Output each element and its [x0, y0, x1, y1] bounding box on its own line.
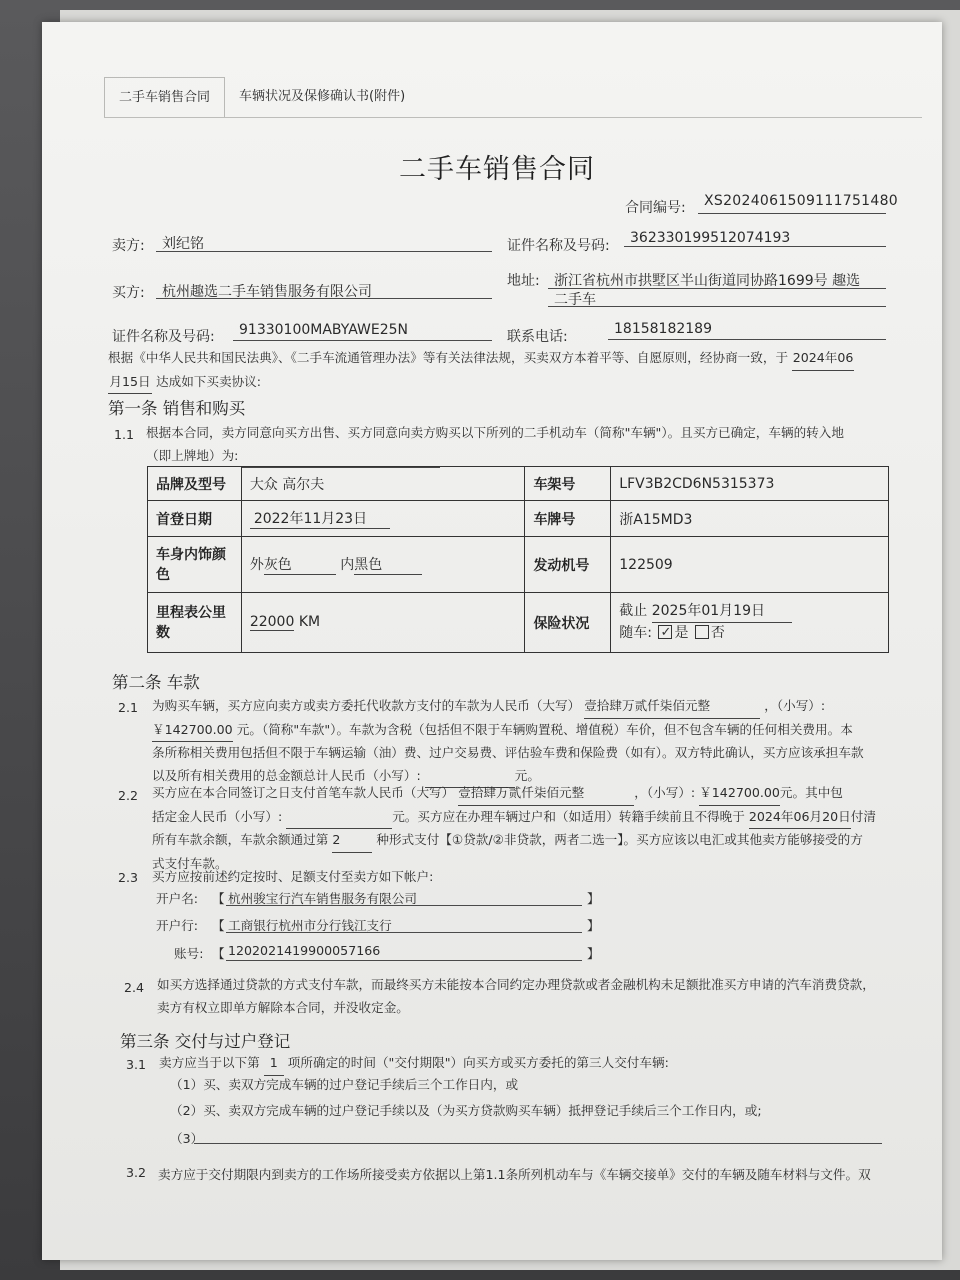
clause-2-2-d: 括定金人民币（小写）:: [152, 808, 283, 824]
clause-3-1-a: 卖方应当于以下第: [159, 1055, 260, 1070]
clause-1-1-line1: 根据本合同，卖方同意向买方出售、买方同意向卖方购买以下所列的二手机动车（简称"车辆"）。且买方已确定，车辆的转入地: [146, 425, 844, 440]
reg-date-cell: [241, 501, 525, 537]
clause-2-2-h: 种形式支付【①贷款/②非贷款，两者二选一】。买方应该以电汇或其他卖方能够接受的方: [376, 832, 863, 847]
clause-3-2-text: 卖方应于交付期限内到卖方的工作场所接受卖方依据以上第1.1条所列机动车与《车辆交接单》交付的车辆及随车材料与文件。双: [158, 1167, 871, 1182]
clause-2-2-deadline: 2024年06月20日: [749, 806, 851, 830]
table-row: [148, 593, 889, 653]
clause-2-1-e: 以及所有相关费用的总金额总计人民币（小写）:: [152, 767, 421, 783]
insurance-cell: [611, 593, 889, 653]
clause-2-4-number: 2.4: [124, 980, 145, 995]
deposit-blank: [286, 806, 392, 830]
clause-3-1-number: 3.1: [126, 1057, 147, 1072]
table-row: [148, 537, 889, 593]
clause-2-4-a: 如买方选择通过贷款的方式支付车款，而最终买方未能按本合同约定办理贷款或者金融机构未足额批准买方申请的汽车消费贷款，: [157, 977, 875, 992]
contract-no-label: 合同编号:: [625, 200, 686, 216]
clause-2-3-number: 2.3: [118, 870, 139, 885]
document-tabs: [104, 77, 419, 117]
contract-no-line: [698, 213, 886, 214]
clause-2-2-payment-way: 2: [332, 829, 372, 853]
preamble-date-b: 月15日: [108, 371, 152, 395]
account-number-open-bracket: 【: [212, 946, 225, 961]
mileage-unit: KM: [298, 614, 321, 630]
seller-label: 卖方:: [112, 238, 145, 254]
brand-label: 品牌及型号: [148, 467, 242, 501]
article-2-heading: 第二条 车款: [112, 673, 200, 692]
account-bank-close-bracket: 】: [587, 918, 600, 933]
clause-2-1-f: 元。: [514, 767, 540, 783]
insurance-yes-checkbox[interactable]: [658, 625, 672, 639]
insurance-label: 保险状况: [525, 593, 611, 653]
tab-divider: [104, 117, 922, 118]
clause-3-1-text: [159, 1052, 919, 1076]
clause-2-1-amount-lower: ￥142700.00: [152, 719, 233, 743]
insurance-follow-label: 随车:: [619, 625, 652, 641]
tab-sales-contract[interactable]: 二手车销售合同: [104, 77, 225, 117]
clause-2-2-i: 式支付车款。: [152, 855, 228, 871]
account-name-open-bracket: 【: [212, 891, 225, 906]
clause-3-1-item: 1: [264, 1052, 284, 1076]
account-bank-value: 工商银行杭州市分行钱江支行: [228, 918, 392, 933]
clause-1-1-line2: （即上牌地）为:: [146, 447, 239, 463]
clause-2-1-a: 为购买车辆，买方应向卖方或卖方委托代收款方支付的车款为人民币（大写）: [152, 698, 581, 713]
account-bank-line: [226, 932, 582, 933]
buyer-id-label: 证件名称及号码:: [112, 329, 215, 345]
clause-3-1-b: 项所确定的时间（"交付期限"）向买方或买方委托的第三人交付车辆:: [287, 1055, 669, 1070]
account-number-value: 1202021419900057166: [228, 943, 381, 958]
plate-value: 浙A15MD3: [611, 501, 889, 537]
clause-3-1-option-3: （3）: [170, 1131, 204, 1146]
account-bank-open-bracket: 【: [212, 918, 225, 933]
clause-2-3-text: 买方应按前述约定按时、足额支付至卖方如下帐户:: [152, 869, 434, 884]
seller-id-line: [624, 246, 886, 247]
clause-1-1-number: 1.1: [114, 427, 135, 442]
buyer-address-label: 地址:: [507, 273, 540, 289]
clause-2-2-amount-lower: ￥142700.00: [699, 782, 780, 806]
plate-label: 车牌号: [525, 501, 611, 537]
engine-label: 发动机号: [525, 537, 611, 593]
buyer-phone-label: 联系电话:: [507, 329, 568, 345]
buyer-address-underline2: [548, 306, 886, 307]
account-name-label: 开户名:: [156, 891, 199, 906]
buyer-id-line: [233, 340, 492, 341]
seller-id-value: 362330199512074193: [630, 230, 791, 246]
color-label: 车身内饰颜色: [148, 537, 242, 593]
clause-2-2-g: 所有车款余额，车款余额通过第: [152, 832, 329, 847]
clause-3-1-option-1: （1）买、卖双方完成车辆的过户登记手续后三个工作日内，或: [170, 1077, 519, 1092]
account-name-line: [226, 905, 582, 906]
insurance-date: 2025年01月19日: [652, 601, 792, 623]
insurance-prefix: 截止: [619, 603, 648, 619]
clause-2-1-d: 条所称相关费用包括但不限于车辆运输（油）费、过户交易费、评估验车费和保险费（如有）。双方特此确认，买方应该承担车款: [152, 745, 864, 760]
clause-2-2-c: 元。其中包: [779, 785, 843, 800]
clause-2-2-a: 买方应在本合同签订之日支付首笔车款人民币（大写）: [152, 785, 455, 800]
preamble-text: 根据《中华人民共和国民法典》、《二手车流通管理办法》等有关法律法规，买卖双方本着平等、自愿原则，经协商一致，于: [108, 350, 789, 365]
seller-id-label: 证件名称及号码:: [507, 238, 610, 254]
insurance-yes-label: 是: [674, 625, 689, 641]
reg-date-label: 首登日期: [148, 501, 242, 537]
exterior-prefix: 外: [249, 557, 264, 573]
clause-3-1-option-2: （2）买、卖双方完成车辆的过户登记手续以及（为买方贷款购买车辆）抵押登记手续后三个工作日内，或;: [170, 1103, 762, 1118]
seller-value: 刘纪铭: [162, 236, 204, 252]
clause-2-2-text: [152, 782, 912, 875]
clause-2-2-number: 2.2: [118, 788, 139, 803]
contract-paper: [42, 22, 942, 1260]
interior-prefix: 内: [340, 557, 355, 573]
buyer-label: 买方:: [112, 285, 145, 301]
clause-1-1-text: [146, 422, 906, 468]
buyer-id-value: 91330100MABYAWE25N: [239, 322, 409, 338]
seller-line: [156, 251, 492, 252]
engine-value: 122509: [611, 537, 889, 593]
mileage-cell: [241, 593, 525, 653]
buyer-address-underline1: [548, 288, 886, 289]
preamble-tail: 达成如下买卖协议:: [156, 373, 262, 389]
clause-2-1-c: 元。（简称"车款"）。车款为含税（包括但不限于车辆购置税、增值税）车价，但不包含车辆的任何相关费用。本: [236, 721, 853, 737]
buyer-value: 杭州趣选二手车销售服务有限公司: [162, 284, 372, 300]
mileage-label: 里程表公里数: [148, 593, 242, 653]
vin-value: LFV3B2CD6N5315373: [611, 467, 889, 501]
article-1-heading: 第一条 销售和购买: [108, 399, 246, 418]
insurance-no-checkbox[interactable]: [695, 625, 709, 639]
tab-vehicle-condition[interactable]: 车辆状况及保修确认书(附件): [239, 89, 406, 104]
clause-2-4-text: [157, 974, 917, 1019]
preamble: [108, 347, 898, 394]
clause-2-2-amount-upper: 壹拾肆万贰仟柒佰元整: [458, 782, 634, 806]
reg-date-value: 2022年11月23日: [250, 508, 390, 529]
clause-2-1-number: 2.1: [118, 700, 139, 715]
vin-label: 车架号: [525, 467, 611, 501]
buyer-phone-value: 18158182189: [614, 321, 712, 337]
contract-no-value: XS2024061509111751480: [704, 193, 899, 209]
clause-2-2-b: ，（小写）:: [634, 785, 696, 800]
account-name-value: 杭州骏宝行汽车销售服务有限公司: [228, 891, 417, 906]
interior-color: 黑色: [354, 554, 422, 575]
account-name-close-bracket: 】: [587, 891, 600, 906]
clause-2-1-text: [152, 695, 912, 788]
table-row: [148, 467, 889, 501]
buyer-address-line1: 浙江省杭州市拱墅区半山街道同协路1699号 趣选: [554, 273, 861, 289]
buyer-address-line2: 二手车: [554, 292, 596, 308]
registration-place-blank: [242, 445, 440, 469]
buyer-phone-line: [608, 339, 886, 340]
preamble-date-a: 2024年06: [792, 347, 854, 371]
account-bank-label: 开户行:: [156, 918, 199, 933]
table-row: [148, 501, 889, 537]
vehicle-spec-table: [147, 466, 889, 653]
brand-value: 大众 高尔夫: [241, 467, 525, 501]
clause-2-4-b: 卖方有权立即单方解除本合同，并没收定金。: [157, 999, 409, 1015]
account-number-close-bracket: 】: [587, 946, 600, 961]
account-number-line: [226, 960, 582, 961]
buyer-line: [156, 298, 492, 299]
clause-2-2-e: 元。买方应在办理车辆过户和（如适用）转籍手续前且不得晚于: [392, 808, 745, 824]
article-3-heading: 第三条 交付与过户登记: [120, 1032, 291, 1051]
insurance-no-label: 否: [710, 625, 725, 641]
page-title: 二手车销售合同: [399, 154, 595, 185]
account-number-label: 账号:: [174, 946, 204, 961]
clause-2-1-b: ，（小写）:: [764, 698, 826, 713]
clause-2-1-amount-upper: 壹拾肆万贰仟柒佰元整: [584, 695, 760, 719]
clause-2-2-f: 付清: [850, 808, 876, 824]
mileage-value: 22000: [249, 614, 295, 630]
clause-3-1-option-3-line: [194, 1143, 882, 1144]
color-cell: [241, 537, 525, 593]
exterior-color: 灰色: [264, 554, 336, 575]
clause-3-2-number: 3.2: [126, 1165, 147, 1180]
